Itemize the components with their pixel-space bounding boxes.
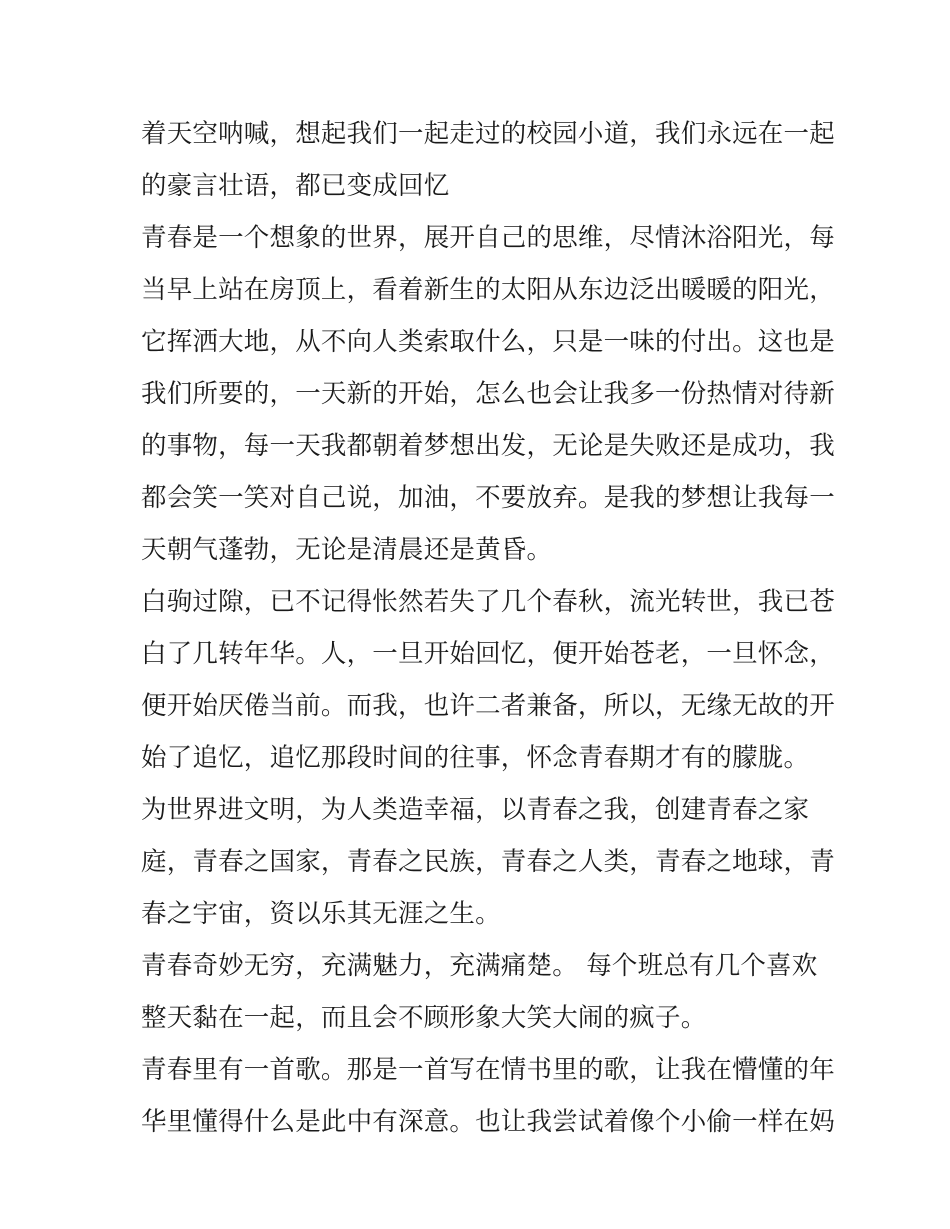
text-line: 春之宇宙，资以乐其无涯之生。 (141, 899, 501, 929)
text-line: 天朝气蓬勃，无论是清晨还是黄昏。 (141, 535, 553, 565)
text-line: 着天空呐喊，想起我们一起走过的校园小道，我们永远在一起 (141, 119, 835, 149)
text-line: 白了几转年华。人，一旦开始回忆，便开始苍老，一旦怀念， (141, 639, 835, 669)
text-line: 白驹过隙，已不记得怅然若失了几个春秋，流光转世，我已苍 (141, 587, 835, 617)
text-line: 便开始厌倦当前。而我，也许二者兼备，所以，无缘无故的开 (141, 691, 835, 721)
text-line: 庭，青春之国家，青春之民族，青春之人类，青春之地球，青 (141, 847, 835, 877)
text-line: 青春里有一首歌。那是一首写在情书里的歌，让我在懵懂的年 (141, 1055, 835, 1085)
text-line: 华里懂得什么是此中有深意。也让我尝试着像个小偷一样在妈 (141, 1107, 835, 1137)
text-line: 青春奇妙无穷，充满魅力，充满痛楚。 每个班总有几个喜欢 (141, 951, 818, 981)
text-line: 的豪言壮语，都已变成回忆 (141, 171, 450, 201)
text-line: 整天黏在一起，而且会不顾形象大笑大闹的疯子。 (141, 1003, 707, 1033)
text-line: 的事物，每一天我都朝着梦想出发，无论是失败还是成功，我 (141, 431, 835, 461)
text-line: 它挥洒大地，从不向人类索取什么，只是一味的付出。这也是 (141, 327, 835, 357)
document-body (141, 108, 835, 1148)
text-line: 始了追忆，追忆那段时间的往事，怀念青春期才有的朦胧。 (141, 743, 810, 773)
text-line: 当早上站在房顶上，看着新生的太阳从东边泛出暖暖的阳光， (141, 275, 835, 305)
text-line: 我们所要的，一天新的开始，怎么也会让我多一份热情对待新 (141, 379, 835, 409)
text-line: 都会笑一笑对自己说，加油，不要放弃。是我的梦想让我每一 (141, 483, 835, 513)
text-line: 为世界进文明，为人类造幸福，以青春之我，创建青春之家 (141, 795, 810, 825)
text-line: 青春是一个想象的世界，展开自己的思维，尽情沐浴阳光，每 (141, 223, 835, 253)
